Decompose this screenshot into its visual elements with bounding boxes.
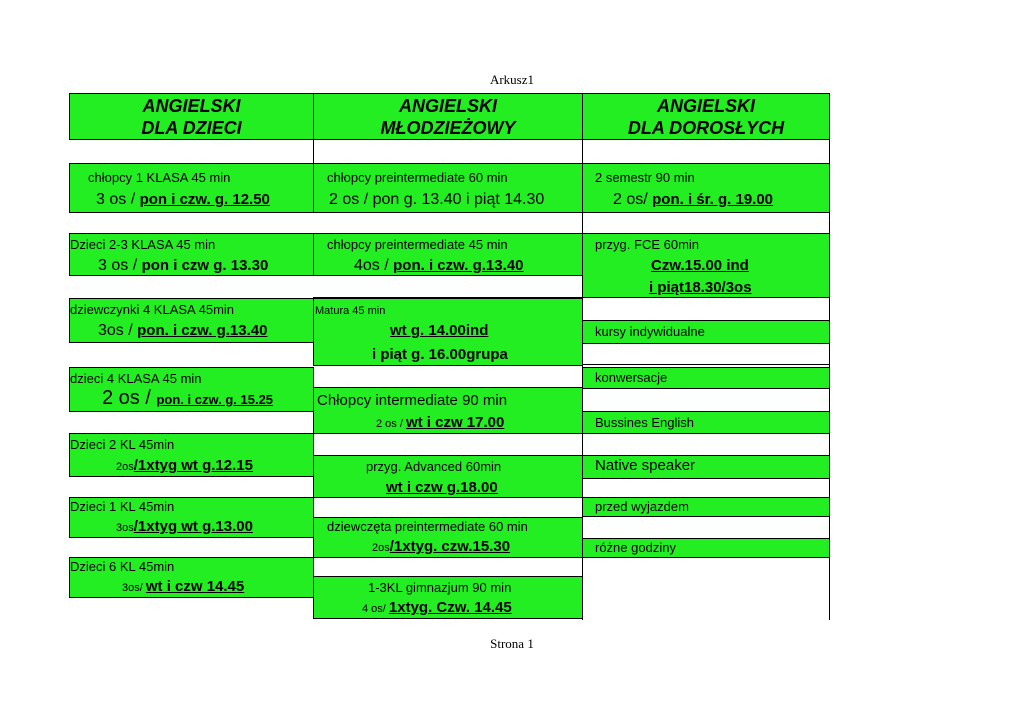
adults-item-wyjazd bbox=[582, 497, 830, 517]
youth-class-title: dziewczęta preintermediate 60 min bbox=[327, 519, 528, 534]
youth-class-time: 1xtyg. Czw. 14.45 bbox=[388, 599, 512, 616]
kids-class-schedule bbox=[116, 458, 253, 475]
sheet-name: Arkusz1 bbox=[489, 72, 535, 87]
youth-class-title: chłopcy preintermediate 60 min bbox=[327, 170, 508, 185]
kids-class-title: Dzieci 1 KL 45min bbox=[70, 499, 175, 514]
adults-class-2 bbox=[582, 233, 830, 298]
adults-item-label: Native speaker bbox=[595, 457, 696, 474]
adults-item-business bbox=[582, 411, 830, 434]
youth-class-7 bbox=[313, 576, 583, 619]
kids-class-group: 3 os / bbox=[98, 257, 142, 274]
kids-class-group: 2os bbox=[116, 461, 134, 473]
kids-class-schedule bbox=[98, 258, 268, 274]
kids-class-time: pon i czw. g. 12.50 bbox=[139, 191, 270, 208]
adults-class-title: przyg. FCE 60min bbox=[595, 237, 700, 252]
youth-class-group: 4 os/ bbox=[362, 603, 389, 615]
column-header-youth bbox=[313, 93, 583, 140]
kids-class-schedule bbox=[116, 519, 253, 536]
adults-item-native bbox=[582, 455, 830, 479]
youth-class-schedule bbox=[372, 539, 510, 556]
youth-class-3 bbox=[313, 298, 583, 366]
kids-class-6 bbox=[69, 497, 314, 538]
youth-class-time: wt i czw 17.00 bbox=[405, 414, 505, 431]
kids-class-time: wt i czw 14.45 bbox=[145, 578, 245, 595]
kids-class-schedule bbox=[98, 323, 267, 339]
adults-item-label: kursy indywidualne bbox=[595, 324, 705, 339]
kids-class-group: 3os bbox=[116, 522, 134, 534]
youth-class-2 bbox=[313, 233, 583, 276]
kids-class-group: 2 os / bbox=[102, 387, 157, 409]
adults-item-label: różne godziny bbox=[595, 540, 676, 555]
youth-class-group: 4os / bbox=[354, 257, 394, 274]
kids-class-title: Dzieci 2-3 KLASA 45 min bbox=[70, 237, 216, 252]
youth-class-time: wt g. 14.00ind bbox=[390, 322, 489, 339]
adults-class-group: 2 os/ bbox=[613, 191, 653, 208]
youth-class-schedule bbox=[376, 415, 504, 432]
adults-class-1 bbox=[582, 163, 830, 213]
kids-class-schedule bbox=[102, 387, 274, 409]
grid-line bbox=[313, 140, 314, 164]
adults-item-label: konwersacje bbox=[595, 370, 668, 385]
adults-item-kursy bbox=[582, 320, 830, 344]
column-header-kids bbox=[69, 93, 314, 140]
kids-class-group: 3os / bbox=[98, 322, 138, 339]
kids-class-title: Dzieci 6 KL 45min bbox=[70, 559, 175, 574]
kids-class-title: Dzieci 2 KL 45min bbox=[70, 437, 175, 452]
youth-class-6 bbox=[313, 517, 583, 558]
kids-class-group: 3 os / bbox=[96, 191, 140, 208]
grid-line bbox=[582, 364, 830, 365]
youth-class-group: 2 os / bbox=[376, 418, 406, 430]
column-header-adults-line2: DLA DOROSŁYCH bbox=[627, 118, 785, 138]
kids-class-2 bbox=[69, 233, 314, 276]
adults-class-time: Czw.15.00 ind bbox=[651, 257, 749, 274]
column-header-youth-line1: ANGIELSKI bbox=[398, 96, 497, 116]
kids-class-3 bbox=[69, 298, 314, 343]
kids-class-group: 3os/ bbox=[122, 582, 146, 594]
youth-class-title: Matura 45 min bbox=[315, 305, 386, 317]
kids-class-time: pon i czw g. 13.30 bbox=[141, 257, 269, 274]
kids-class-5 bbox=[69, 433, 314, 477]
youth-class-time: /1xtyg. czw.15.30 bbox=[389, 538, 511, 555]
adults-item-label: przed wyjazdem bbox=[595, 499, 689, 514]
kids-class-time: /1xtyg wt g.12.15 bbox=[133, 457, 253, 474]
column-header-kids-line2: DLA DZIECI bbox=[141, 118, 242, 138]
youth-class-1 bbox=[313, 163, 583, 213]
youth-class-title: Chłopcy intermediate 90 min bbox=[317, 392, 508, 409]
kids-class-title: dziewczynki 4 KLASA 45min bbox=[70, 302, 235, 317]
youth-class-schedule: 2 os / pon g. 13.40 i piąt 14.30 bbox=[329, 191, 545, 208]
youth-class-title: przyg. Advanced 60min bbox=[366, 459, 502, 474]
youth-class-title: 1-3KL gimnazjum 90 min bbox=[368, 580, 512, 595]
adults-class-title: 2 semestr 90 min bbox=[595, 170, 695, 185]
kids-class-time: pon. i czw. g. 15.25 bbox=[156, 392, 274, 407]
column-header-youth-line2: MŁODZIEŻOWY bbox=[380, 118, 516, 138]
adults-class-schedule bbox=[613, 192, 773, 208]
kids-class-schedule bbox=[122, 579, 244, 596]
youth-class-5 bbox=[313, 455, 583, 498]
column-header-adults-line1: ANGIELSKI bbox=[656, 96, 755, 116]
kids-class-time: pon. i czw. g.13.40 bbox=[137, 322, 268, 339]
kids-class-title: chłopcy 1 KLASA 45 min bbox=[88, 170, 231, 185]
youth-class-group: 2os bbox=[372, 542, 390, 554]
column-header-adults bbox=[582, 93, 830, 140]
youth-class-schedule bbox=[362, 600, 512, 617]
youth-class-time-2: i piąt g. 16.00grupa bbox=[372, 346, 508, 363]
kids-class-schedule bbox=[96, 192, 270, 208]
youth-class-4 bbox=[313, 387, 583, 434]
kids-class-title: dzieci 4 KLASA 45 min bbox=[70, 371, 202, 386]
youth-class-schedule bbox=[354, 258, 523, 274]
youth-class-time: pon. i czw. g.13.40 bbox=[393, 257, 524, 274]
kids-class-4 bbox=[69, 367, 314, 412]
adults-class-time: pon. i śr. g. 19.00 bbox=[652, 191, 774, 208]
kids-class-7 bbox=[69, 557, 314, 598]
page-label: Strona 1 bbox=[490, 636, 534, 651]
adults-item-konwersacje bbox=[582, 367, 830, 389]
adults-item-godziny bbox=[582, 538, 830, 558]
column-header-kids-line1: ANGIELSKI bbox=[142, 96, 241, 116]
kids-class-time: /1xtyg wt g.13.00 bbox=[133, 518, 253, 535]
adults-item-label: Bussines English bbox=[595, 415, 694, 430]
youth-class-time: wt i czw g.18.00 bbox=[386, 479, 498, 496]
kids-class-1 bbox=[69, 163, 314, 213]
adults-class-time-2: i piąt18.30/3os bbox=[649, 279, 752, 296]
youth-class-title: chłopcy preintermediate 45 min bbox=[327, 237, 508, 252]
